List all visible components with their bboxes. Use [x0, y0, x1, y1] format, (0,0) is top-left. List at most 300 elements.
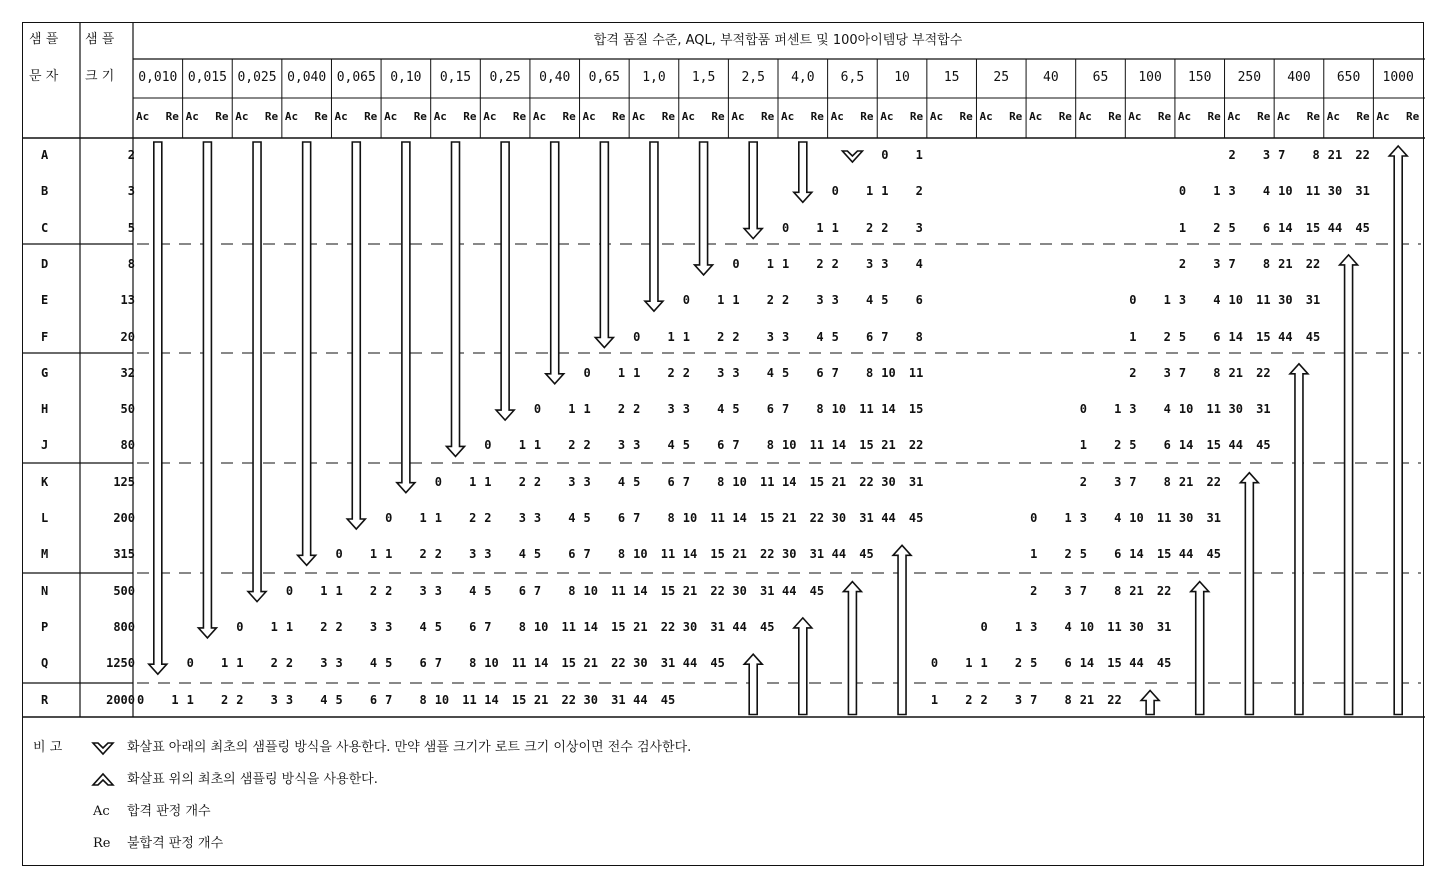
- ac-value: 7: [881, 329, 889, 344]
- ac-value: 3: [385, 619, 393, 634]
- ac-value: 5: [633, 474, 641, 489]
- ac-value: 0: [434, 474, 442, 489]
- aql-level-label: 250: [1237, 70, 1262, 85]
- re-value: 22: [1156, 583, 1172, 598]
- re-value: 11: [611, 583, 626, 598]
- re-value: 2: [518, 474, 526, 489]
- ac-value: 7: [484, 619, 492, 634]
- ac-value: 2: [633, 402, 641, 417]
- re-value: 2: [766, 293, 774, 308]
- ac-value: 2: [1228, 148, 1236, 162]
- ac-value: 1: [385, 547, 393, 562]
- ac-value: 10: [1278, 184, 1293, 199]
- re-label: Re: [1108, 110, 1122, 123]
- ac-value: 5: [831, 329, 839, 344]
- re-value: 6: [1262, 220, 1271, 235]
- ac-value: 2: [831, 256, 839, 271]
- ac-value: 2: [385, 583, 393, 598]
- re-value: 8: [469, 656, 477, 671]
- re-value: 8: [1064, 692, 1072, 707]
- ac-value: 0: [831, 184, 839, 199]
- ac-value: 0: [484, 438, 492, 453]
- re-value: 4: [1064, 619, 1072, 634]
- re-value: 1: [617, 365, 626, 380]
- ac-value: 7: [831, 365, 839, 380]
- ac-value: 2: [682, 365, 690, 380]
- arrow-down-icon: [496, 142, 514, 420]
- re-value: 2: [1014, 656, 1023, 671]
- arrow-up-icon: [1191, 582, 1209, 715]
- ac-value: 2: [236, 692, 244, 707]
- re-value: 6: [518, 583, 526, 598]
- re-value: 45: [710, 656, 725, 671]
- re-value: 4: [1114, 511, 1122, 525]
- ac-label: Ac: [433, 110, 447, 123]
- re-label: Re: [1257, 110, 1271, 123]
- ac-value: 1: [831, 220, 839, 235]
- ac-value: 21: [732, 547, 747, 562]
- row-size: 3: [127, 184, 135, 199]
- ac-value: 1: [633, 365, 641, 380]
- row-size: 125: [113, 474, 135, 489]
- re-value: 31: [1355, 184, 1370, 199]
- ac-value: 10: [533, 619, 549, 634]
- ac-value: 0: [930, 656, 939, 671]
- re-value: 6: [667, 474, 675, 489]
- ac-value: 44: [881, 511, 896, 525]
- arrow-up-icon: [1290, 364, 1308, 715]
- aql-level-label: 100: [1138, 70, 1162, 85]
- re-value: 4: [1213, 293, 1221, 308]
- ac-value: 10: [583, 583, 598, 598]
- re-value: 1: [270, 619, 278, 634]
- notes-text: 불합격 판정 개수: [127, 836, 224, 851]
- row-size: 800: [113, 619, 135, 634]
- re-value: 11: [561, 619, 576, 634]
- ac-value: 2: [1030, 583, 1038, 598]
- ac-value: 5: [484, 583, 492, 598]
- ac-value: 44: [1228, 438, 1243, 453]
- re-value: 2: [1114, 438, 1122, 453]
- re-value: 31: [859, 511, 874, 525]
- row-letter: G: [41, 365, 49, 380]
- re-value: 11: [511, 656, 527, 671]
- ac-value: 5: [1129, 438, 1137, 453]
- re-value: 22: [760, 547, 775, 562]
- notes-label: 비 고: [33, 740, 63, 755]
- row-letter: L: [41, 511, 49, 525]
- ac-value: 1: [930, 692, 939, 707]
- ac-label: Ac: [632, 110, 646, 123]
- re-value: 1: [171, 692, 179, 707]
- re-value: 2: [1064, 547, 1072, 562]
- arrow-down-icon: [347, 142, 365, 529]
- re-value: 1: [469, 474, 477, 489]
- re-value: 2: [915, 184, 923, 199]
- re-value: 45: [1206, 547, 1221, 562]
- header-sample-size: 샘 플: [85, 32, 115, 47]
- re-value: 3: [1064, 583, 1072, 598]
- re-value: 1: [816, 220, 824, 235]
- re-label: Re: [959, 110, 973, 123]
- ac-value: 3: [335, 656, 343, 671]
- re-value: 2: [865, 220, 874, 235]
- re-value: 2: [469, 511, 477, 525]
- row-size: 2000: [106, 692, 135, 707]
- row-letter: R: [41, 692, 49, 707]
- aql-level-label: 2,5: [741, 70, 765, 85]
- re-value: 15: [1256, 329, 1271, 344]
- re-value: 2: [220, 692, 229, 707]
- ac-value: 5: [881, 293, 889, 308]
- ac-label: Ac: [781, 110, 795, 123]
- ac-value: 7: [385, 692, 393, 707]
- header-sample-size: 크 기: [85, 69, 115, 84]
- row-size: 50: [120, 402, 135, 417]
- arrow-up-icon: [1389, 146, 1407, 715]
- row-size: 20: [120, 329, 135, 344]
- re-value: 3: [766, 329, 774, 344]
- ac-value: 14: [831, 438, 847, 453]
- re-value: 2: [320, 619, 328, 634]
- ac-value: 30: [1228, 402, 1243, 417]
- re-value: 31: [1305, 293, 1321, 308]
- ac-value: 0: [682, 293, 690, 308]
- re-label: Re: [761, 110, 775, 123]
- re-value: 2: [1163, 329, 1171, 344]
- re-value: 11: [859, 402, 874, 417]
- ac-value: 44: [1327, 220, 1343, 235]
- re-value: 11: [1206, 402, 1221, 417]
- arrow-down-icon: [248, 142, 266, 602]
- re-value: 2: [568, 438, 576, 453]
- ac-value: 7: [682, 474, 690, 489]
- ac-value: 21: [831, 474, 847, 489]
- aql-level-label: 0,25: [489, 70, 521, 85]
- re-value: 31: [1156, 619, 1172, 634]
- re-value: 31: [1256, 402, 1271, 417]
- re-value: 4: [320, 692, 328, 707]
- re-value: 45: [760, 619, 775, 634]
- arrow-down-icon: [198, 142, 216, 638]
- ac-value: 44: [831, 547, 847, 562]
- arrow-down-icon: [546, 142, 564, 384]
- ac-value: 5: [335, 692, 343, 707]
- re-label: Re: [512, 110, 527, 123]
- re-value: 6: [865, 329, 874, 344]
- notes-key: Re: [93, 836, 111, 851]
- header-sample-letter: 샘 플: [29, 32, 59, 47]
- ac-value: 2: [434, 547, 442, 562]
- ac-value: 0: [385, 511, 393, 525]
- re-value: 22: [809, 511, 825, 525]
- ac-value: 0: [1079, 402, 1087, 417]
- re-value: 1: [1213, 184, 1221, 199]
- re-value: 15: [710, 547, 725, 562]
- ac-value: 44: [1129, 656, 1144, 671]
- ac-value: 30: [782, 547, 797, 562]
- re-value: 45: [859, 547, 874, 562]
- notes-text: 화살표 위의 최초의 샘플링 방식을 사용한다.: [127, 772, 378, 787]
- ac-value: 5: [782, 365, 790, 380]
- ac-value: 44: [782, 583, 797, 598]
- re-value: 6: [419, 656, 427, 671]
- aql-level-label: 0,015: [187, 70, 227, 85]
- aql-level-label: 0,065: [336, 70, 376, 85]
- ac-value: 3: [831, 293, 839, 308]
- row-letter: E: [41, 293, 49, 308]
- re-value: 4: [419, 619, 427, 634]
- re-value: 4: [717, 402, 725, 417]
- ac-value: 14: [881, 402, 896, 417]
- ac-value: 5: [732, 402, 740, 417]
- re-value: 1: [320, 583, 328, 598]
- aql-level-label: 0,40: [539, 70, 571, 85]
- ac-value: 7: [583, 547, 591, 562]
- arrow-up-icon: [1340, 255, 1358, 715]
- ac-label: Ac: [1128, 110, 1142, 123]
- ac-value: 0: [137, 692, 145, 707]
- ac-value: 0: [633, 329, 641, 344]
- ac-value: 21: [1278, 256, 1293, 271]
- row-size: 80: [120, 438, 135, 453]
- ac-label: Ac: [532, 110, 547, 123]
- ac-value: 44: [732, 619, 747, 634]
- re-value: 15: [760, 511, 775, 525]
- re-value: 15: [809, 474, 825, 489]
- arrow-down-icon: [695, 142, 713, 275]
- ac-value: 7: [533, 583, 542, 598]
- re-label: Re: [1207, 110, 1221, 123]
- ac-value: 5: [385, 656, 393, 671]
- ac-value: 14: [1278, 220, 1293, 235]
- ac-value: 5: [1030, 656, 1038, 671]
- sampling-table: [22, 22, 1424, 866]
- aql-level-label: 0,025: [237, 70, 277, 85]
- ac-value: 5: [583, 511, 591, 525]
- aql-level-label: 1000: [1382, 70, 1414, 85]
- ac-value: 14: [1178, 438, 1194, 453]
- re-value: 6: [915, 293, 923, 308]
- ac-value: 0: [186, 656, 194, 671]
- row-size: 315: [113, 547, 135, 562]
- re-value: 45: [1355, 220, 1370, 235]
- row-letter: P: [41, 619, 49, 634]
- ac-value: 2: [980, 692, 988, 707]
- ac-label: Ac: [136, 110, 150, 123]
- row-size: 1250: [106, 656, 135, 671]
- ac-label: Ac: [929, 110, 944, 123]
- re-value: 22: [908, 438, 924, 453]
- ac-value: 3: [583, 474, 591, 489]
- re-value: 4: [1262, 184, 1271, 199]
- arrow-up-icon: [744, 654, 762, 714]
- re-value: 15: [1156, 547, 1172, 562]
- ac-value: 7: [434, 656, 442, 671]
- re-value: 8: [865, 365, 874, 380]
- ac-value: 14: [782, 474, 797, 489]
- ac-value: 10: [1178, 402, 1194, 417]
- re-value: 8: [1312, 148, 1320, 162]
- aql-level-label: 15: [943, 70, 960, 85]
- re-value: 8: [1213, 365, 1221, 380]
- re-value: 31: [760, 583, 775, 598]
- ac-value: 5: [1178, 329, 1187, 344]
- aql-level-label: 150: [1187, 70, 1212, 85]
- re-value: 15: [611, 619, 626, 634]
- re-value: 4: [369, 656, 378, 671]
- ac-label: Ac: [284, 110, 299, 123]
- re-label: Re: [909, 110, 924, 123]
- re-label: Re: [562, 110, 576, 123]
- re-value: 3: [1213, 256, 1221, 271]
- re-value: 11: [1107, 619, 1122, 634]
- re-value: 11: [1156, 511, 1172, 525]
- ac-value: 0: [236, 619, 244, 634]
- re-label: Re: [1406, 110, 1420, 123]
- ac-value: 5: [1228, 220, 1236, 235]
- arrow-up-icon: [843, 582, 861, 715]
- ac-value: 10: [831, 402, 847, 417]
- re-value: 3: [617, 438, 626, 453]
- re-value: 1: [965, 656, 973, 671]
- ac-value: 1: [732, 293, 740, 308]
- re-value: 45: [809, 583, 825, 598]
- header-sample-letter: 문 자: [29, 69, 59, 84]
- aql-level-label: 0,15: [439, 70, 472, 85]
- ac-value: 5: [533, 547, 542, 562]
- aql-level-label: 1,5: [691, 70, 716, 85]
- re-value: 22: [859, 474, 874, 489]
- re-value: 1: [915, 148, 923, 162]
- ac-value: 21: [1327, 148, 1343, 162]
- ac-label: Ac: [830, 110, 844, 123]
- re-value: 1: [1114, 402, 1122, 417]
- re-label: Re: [1157, 110, 1172, 123]
- aql-level-label: 6,5: [840, 70, 865, 85]
- ac-value: 14: [633, 583, 648, 598]
- row-letter: C: [41, 220, 49, 235]
- ac-label: Ac: [483, 110, 497, 123]
- arrow-down-icon: [794, 142, 812, 202]
- re-label: Re: [1356, 110, 1370, 123]
- ac-label: Ac: [1326, 110, 1341, 123]
- re-value: 2: [1213, 220, 1221, 235]
- ac-value: 1: [682, 329, 690, 344]
- re-value: 1: [419, 511, 427, 525]
- aql-level-label: 1,0: [642, 70, 666, 85]
- ac-value: 3: [1178, 293, 1187, 308]
- ac-value: 3: [1079, 511, 1087, 525]
- re-label: Re: [364, 110, 378, 123]
- ac-label: Ac: [235, 110, 249, 123]
- ac-label: Ac: [1177, 110, 1192, 123]
- re-value: 3: [270, 692, 278, 707]
- re-value: 45: [908, 511, 924, 525]
- ac-value: 10: [881, 365, 896, 380]
- row-size: 500: [113, 583, 135, 598]
- re-value: 8: [617, 547, 626, 562]
- ac-value: 7: [1228, 256, 1236, 271]
- re-value: 3: [1262, 148, 1271, 162]
- re-value: 1: [220, 656, 229, 671]
- re-value: 3: [320, 656, 328, 671]
- arrow-down-icon: [645, 142, 663, 311]
- re-value: 4: [915, 256, 923, 271]
- re-value: 6: [816, 365, 824, 380]
- ac-value: 2: [484, 511, 492, 525]
- re-value: 2: [419, 547, 427, 562]
- re-value: 3: [469, 547, 477, 562]
- ac-label: Ac: [1078, 110, 1092, 123]
- ac-value: 0: [1178, 184, 1187, 199]
- row-letter: N: [41, 583, 49, 598]
- row-letter: F: [41, 329, 49, 344]
- re-value: 8: [419, 692, 427, 707]
- ac-value: 30: [1178, 511, 1194, 525]
- arrow-up-icon: [1141, 691, 1159, 715]
- re-value: 1: [1064, 511, 1072, 525]
- ac-value: 1: [1079, 438, 1087, 453]
- re-value: 31: [1206, 511, 1221, 525]
- aql-level-label: 65: [1092, 70, 1109, 85]
- ac-value: 1: [484, 474, 492, 489]
- re-label: Re: [612, 110, 626, 123]
- ac-value: 2: [335, 619, 343, 634]
- re-value: 15: [511, 692, 527, 707]
- re-value: 1: [1163, 293, 1171, 308]
- re-value: 4: [568, 511, 576, 525]
- ac-value: 2: [285, 656, 294, 671]
- ac-value: 14: [732, 511, 747, 525]
- ac-value: 10: [434, 692, 450, 707]
- re-value: 11: [710, 511, 725, 525]
- ac-value: 1: [285, 619, 294, 634]
- ac-value: 14: [1228, 329, 1243, 344]
- re-value: 31: [809, 547, 825, 562]
- ac-value: 21: [1228, 365, 1243, 380]
- chevron-down-icon: [842, 151, 862, 162]
- re-value: 3: [1114, 474, 1122, 489]
- re-value: 2: [965, 692, 973, 707]
- re-value: 8: [667, 511, 675, 525]
- re-value: 3: [1163, 365, 1171, 380]
- ac-value: 21: [1129, 583, 1144, 598]
- re-value: 4: [1163, 402, 1171, 417]
- re-value: 3: [568, 474, 576, 489]
- re-value: 45: [1156, 656, 1172, 671]
- ac-value: 3: [881, 256, 889, 271]
- re-value: 22: [710, 583, 725, 598]
- ac-value: 30: [583, 692, 598, 707]
- re-value: 6: [1163, 438, 1171, 453]
- ac-value: 2: [732, 329, 740, 344]
- ac-value: 3: [682, 402, 690, 417]
- ac-value: 0: [881, 148, 889, 162]
- re-value: 8: [766, 438, 774, 453]
- ac-value: 10: [1129, 511, 1144, 525]
- aql-level-label: 0,10: [390, 70, 422, 85]
- re-value: 4: [469, 583, 477, 598]
- re-value: 8: [816, 402, 824, 417]
- re-value: 3: [816, 293, 824, 308]
- re-value: 4: [518, 547, 526, 562]
- re-value: 3: [865, 256, 874, 271]
- ac-value: 0: [1030, 511, 1038, 525]
- re-value: 1: [568, 402, 576, 417]
- re-value: 4: [667, 438, 675, 453]
- ac-value: 44: [1278, 329, 1293, 344]
